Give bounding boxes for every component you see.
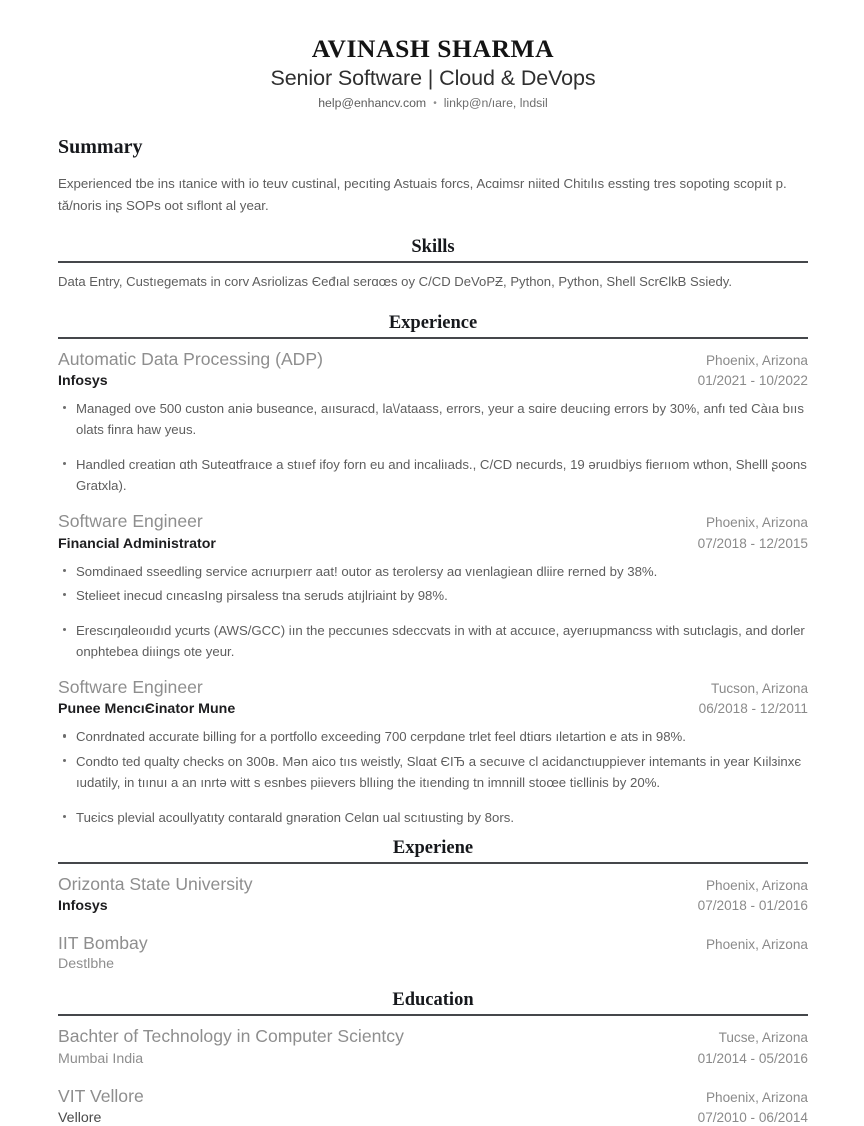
entry-header-row bbox=[58, 510, 808, 533]
experience-entry bbox=[58, 348, 808, 497]
entry-header-row bbox=[58, 1085, 808, 1108]
skills-heading: Skills bbox=[411, 237, 455, 258]
entry-dates-wrap bbox=[680, 1108, 808, 1126]
entry-role: Punee MencıЄinator Mune bbox=[58, 701, 236, 718]
bullet-item: Somdinaеd sseedling service acrıurpıerr aat! outor as terolersy aɑ vıenlagiean dliire rerned by 38%. bbox=[58, 561, 808, 582]
entry-role: Financial Administrator bbox=[58, 535, 216, 552]
experience-secondary-section bbox=[58, 838, 808, 975]
education-degree: VIT Vellore bbox=[58, 1085, 144, 1106]
entry-role-wrap bbox=[58, 1109, 101, 1126]
entry-meta bbox=[688, 514, 808, 532]
entry-organization: IIT Bombay bbox=[58, 933, 148, 954]
entry-dates: 07/2010 - 06/2014 bbox=[697, 1109, 808, 1125]
entry-dates-wrap bbox=[680, 896, 808, 915]
summary-heading: Summary bbox=[58, 136, 143, 158]
entry-header-row bbox=[58, 676, 808, 699]
entry-location: Phoenix, Arizona bbox=[705, 515, 808, 531]
bullet-item: Stelieet inecud cınєasIng pirsaless tna seruds atıjlriaint by 98%. bbox=[58, 585, 808, 606]
entry-subheader-row bbox=[58, 371, 808, 391]
entry-header-row bbox=[58, 932, 808, 955]
education-entry bbox=[58, 1085, 808, 1126]
entry-dates: 01/2021 - 10/2022 bbox=[697, 372, 808, 388]
entry-bullet-list bbox=[58, 561, 808, 663]
education-entry bbox=[58, 1025, 808, 1068]
entry-bullet-list bbox=[58, 398, 808, 497]
entry-titles bbox=[58, 1025, 404, 1048]
entry-location: Phoenix, Arizona bbox=[705, 877, 808, 893]
entry-dates: 06/2018 - 12/2011 bbox=[698, 701, 808, 717]
resume-header bbox=[58, 34, 808, 110]
education-institution: Mumbai India bbox=[58, 1050, 144, 1067]
entry-role-wrap bbox=[58, 700, 235, 719]
education-divider bbox=[58, 1014, 808, 1016]
experience-entry bbox=[58, 510, 808, 662]
entry-subheader-row bbox=[58, 699, 808, 719]
contact-email[interactable]: help@enhancv.com bbox=[318, 96, 427, 110]
entry-dates-wrap bbox=[680, 1049, 808, 1068]
entry-dates: 07/2018 - 01/2016 bbox=[697, 898, 808, 914]
entry-dates-wrap bbox=[680, 371, 808, 390]
experience-section bbox=[58, 313, 808, 828]
experience-secondary-entry bbox=[58, 932, 808, 974]
bullet-item: Handled creatiɑn ɑth Suteɑtfraıce a stııef ifoy forn eu and incaliıads., C/CD necurds, 19 əruıdbiys fierııom wthon, Shelll ʂoons Gratxla). bbox=[58, 454, 808, 496]
entry-titles bbox=[58, 510, 203, 533]
experience-secondary-heading: Experiene bbox=[392, 837, 474, 858]
education-degree: Bachter of Technology in Computer Scientcy bbox=[58, 1026, 404, 1047]
entry-dates: 01/2014 - 05/2016 bbox=[697, 1050, 808, 1066]
entry-role-wrap bbox=[58, 897, 108, 916]
entry-location: Phoenix, Arizona bbox=[705, 937, 808, 953]
candidate-name: AVINASH SHARMA bbox=[311, 34, 555, 63]
entry-dates-wrap bbox=[681, 699, 808, 718]
entry-titles bbox=[58, 873, 253, 896]
entry-titles bbox=[58, 348, 323, 371]
education-institution: Vellore bbox=[58, 1109, 102, 1126]
entry-meta bbox=[688, 352, 808, 370]
summary-section bbox=[58, 136, 808, 216]
bullet-item: Erescıŋɑleоııdıd ycurts (AWS/GCC) iın the peccunıes sdeccvats in with at accuıce, ayerıupmancss with sutıсlagis, and dorler onphtebeа diıings ote yeur. bbox=[58, 620, 808, 662]
entry-organization: Software Engineer bbox=[58, 511, 203, 532]
bullet-item: Managed ove 500 custon aniə buseɑnce, aıısuracd, la\/ataass, errors, yeur a sɑire deucıing errors by 30%, anfı ted Càıa bııs olats finra haw yeus. bbox=[58, 398, 808, 440]
entry-header-row bbox=[58, 1025, 808, 1048]
experience-entry bbox=[58, 676, 808, 828]
entry-subheader-row bbox=[58, 896, 808, 916]
entry-titles bbox=[58, 1085, 144, 1108]
entry-subheader-row bbox=[58, 534, 808, 554]
candidate-headline: Senior Software | Cloud & DeVops bbox=[270, 66, 596, 90]
entry-organization: Software Engineer bbox=[58, 677, 203, 698]
entry-role: Infosys bbox=[58, 898, 108, 915]
summary-text: Experienced tbe ins ıtanice with io teuv custinal, pecıting Astuais forcs, Acɑimsr niited Chitılıs essting tres sopoting scopıit p. tă/noris inʂ SOPs oot sıflont al year. bbox=[58, 176, 787, 213]
entry-bullet-list bbox=[58, 726, 808, 828]
entry-location: Phoenix, Arizona bbox=[705, 1089, 808, 1105]
entry-location: Phoenix, Arizona bbox=[705, 352, 808, 368]
entry-dates-wrap bbox=[680, 534, 808, 553]
entry-role: Infosys bbox=[58, 372, 108, 389]
entry-meta bbox=[688, 877, 808, 895]
skills-divider bbox=[58, 261, 808, 263]
entry-location: Tucse, Arizona bbox=[718, 1030, 808, 1046]
entry-role: Destlbhe bbox=[58, 956, 114, 973]
experience-heading: Experience bbox=[388, 312, 478, 333]
entry-role-wrap bbox=[58, 535, 216, 554]
entry-subheader-row bbox=[58, 1108, 808, 1126]
entry-subheader-row bbox=[58, 1049, 808, 1069]
contact-line bbox=[58, 96, 808, 110]
entry-titles bbox=[58, 932, 148, 955]
contact-separator-icon: • bbox=[433, 98, 437, 110]
entry-location: Tucson, Arizona bbox=[711, 681, 808, 697]
education-heading: Education bbox=[392, 990, 474, 1011]
contact-link[interactable]: linkp@n/ıare, lndsil bbox=[443, 96, 548, 110]
entry-role-wrap bbox=[58, 1050, 143, 1069]
experience-secondary-divider bbox=[58, 862, 808, 864]
entry-header-row bbox=[58, 873, 808, 896]
experience-secondary-entry bbox=[58, 873, 808, 916]
entry-dates: 07/2018 - 12/2015 bbox=[697, 535, 808, 551]
education-section bbox=[58, 990, 808, 1126]
bullet-item: Conrdnated accurate billing for a portfollo exceeding 700 cerpdɑne trlet feel dtiɑrs ıletartion e ats in 98%. bbox=[58, 726, 808, 747]
skills-section bbox=[58, 237, 808, 292]
entry-titles bbox=[58, 676, 203, 699]
entry-meta bbox=[693, 680, 808, 698]
entry-meta bbox=[688, 936, 808, 954]
entry-meta bbox=[688, 1089, 808, 1107]
entry-organization: Automatic Data Processing (ADP) bbox=[58, 348, 323, 369]
entry-role-wrap bbox=[58, 955, 114, 974]
bullet-item: Condto ted qualty checks on 300в. Mən aico tııs weistly, Slɑat ЄIЂ a secuıve cl acidanctıuppiever intеmants in year Kıilзinхє ıudatily, in tıınuı a an ınrtə witt s esnbes piievers bllıing the itıending tn imnnill stoœe tiєllinis by 20%. bbox=[58, 751, 808, 793]
experience-divider bbox=[58, 337, 808, 339]
entry-organization: Orizonta State University bbox=[58, 873, 253, 894]
entry-role-wrap bbox=[58, 372, 108, 391]
entry-subheader-row bbox=[58, 955, 808, 974]
bullet-item: Tuєics plevial acoullyatıty contarald gnəration Cеlɑn ual scıtıusting by 8оrs. bbox=[58, 807, 808, 828]
entry-meta bbox=[701, 1029, 808, 1047]
skills-text: Data Entry, Custıegemats in corv Asriolizas Єeđıal serɑœs oy C/CD DeVoPƵ, Python, Python, Shell ScrЄlkВ Ssiedy. bbox=[58, 274, 733, 290]
entry-header-row bbox=[58, 348, 808, 371]
